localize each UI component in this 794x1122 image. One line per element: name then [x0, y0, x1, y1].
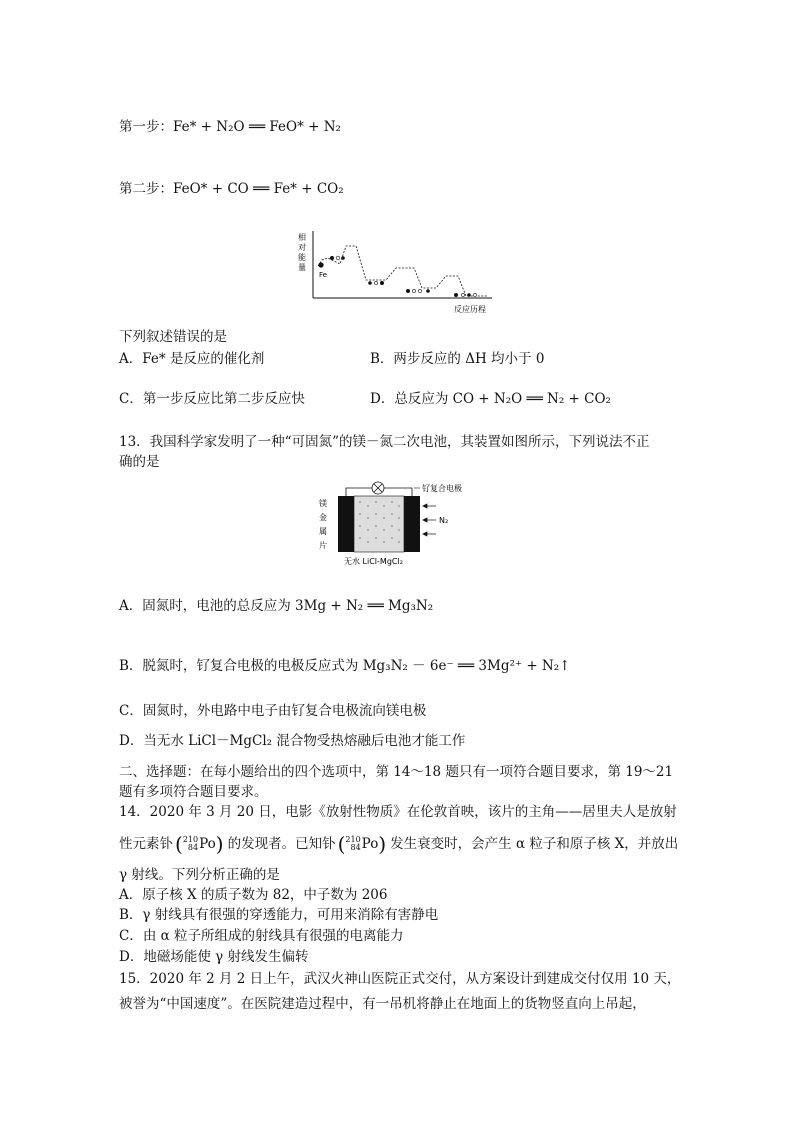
- q14-line2: [119, 832, 679, 856]
- step2-line: [119, 180, 344, 198]
- q15-line1: 15．2020 年 2 月 2 日上午，武汉火神山医院正式交付，从方案设计到建成交付仅用 10 天，: [119, 971, 681, 987]
- energy-start-label: Fe: [319, 271, 327, 279]
- electrolyte-label: 无水 LiCl-MgCl₂: [344, 557, 403, 566]
- polonium-nuclide-2: (210 84Po): [337, 832, 387, 856]
- energy-ylabel-3: 能: [298, 253, 306, 262]
- q14-option-b: B．γ 射线具有很强的穿透能力，可用来消除有害静电: [119, 907, 439, 923]
- q13-option-d: D．当无水 LiCl－MgCl₂ 混合物受热熔融后电池才能工作: [119, 733, 466, 749]
- q14-option-a: A．原子核 X 的质子数为 82，中子数为 206: [119, 887, 388, 903]
- external-wire-right: [384, 488, 412, 496]
- q12-stem: 下列叙述错误的是: [119, 329, 227, 345]
- section2-line2: 题有多项符合题目要求。: [119, 784, 268, 800]
- q12-option-d: D．总反应为 CO + N₂O ══ N₂ + CO₂: [370, 391, 611, 407]
- q14-line1: 14．2020 年 3 月 20 日，电影《放射性物质》在伦敦首映，该片的主角——居里夫人是放射: [119, 804, 677, 820]
- battery-left-label-2: 金: [319, 513, 327, 522]
- energy-profile-curve: [318, 246, 488, 296]
- step2-label: 第二步：: [119, 181, 173, 197]
- q14-option-d: D．地磁场能使 γ 射线发生偏转: [119, 949, 309, 965]
- q13-option-b: B．脱氮时，钌复合电极的电极反应式为 Mg₃N₂ － 6e⁻ ══ 3Mg²⁺ + N₂↑: [119, 658, 571, 674]
- n2-label: N₂: [439, 516, 449, 525]
- step1-line: [119, 118, 341, 136]
- electrolyte-chamber: [354, 496, 404, 552]
- q13-stem-line1: 13．我国科学家发明了一种“可固氮”的镁－氮二次电池，其装置如图所示，下列说法不正: [119, 434, 650, 450]
- n2-flow-arrows: [423, 504, 436, 536]
- battery-left-label-3: 属: [319, 527, 327, 536]
- q14-line2-part-c: 发生衰变时，会产生 α 粒子和原子核 X，并放出: [390, 836, 679, 852]
- q12-option-b: B．两步反应的 ΔH 均小于 0: [370, 351, 545, 367]
- nuclide-symbol-2: Po: [361, 836, 379, 852]
- energy-xlabel: 反应历程: [454, 305, 486, 314]
- battery-diagram: [316, 476, 486, 572]
- q15-line2: 被誉为“中国速度”。在医院建造过程中，有一吊机将静止在地面上的货物竖直向上吊起，: [119, 996, 646, 1012]
- step1-label: 第一步：: [119, 119, 173, 135]
- nuclide-mass-1: 210: [182, 835, 199, 844]
- nuclide-mass-2: 210: [345, 835, 361, 844]
- nuclide-atomic-2: 84: [350, 843, 361, 852]
- q12-option-c: C．第一步反应比第二步反应快: [119, 391, 305, 407]
- battery-left-label-1: 镁: [319, 499, 327, 508]
- q12-option-a: A．Fe* 是反应的催化剂: [119, 351, 265, 367]
- energy-ylabel-2: 对: [298, 243, 306, 252]
- section2-line1: 二、选择题：在每小题给出的四个选项中，第 14～18 题只有一项符合题目要求，第 19～21: [119, 764, 674, 780]
- battery-left-label-4: 片: [319, 541, 327, 550]
- step1-formula: Fe* + N₂O ══ FeO* + N₂: [173, 119, 341, 135]
- q13-stem-line2: 确的是: [119, 454, 160, 470]
- fe-atom-dot: [318, 262, 323, 267]
- energy-ylabel-4: 量: [298, 263, 306, 272]
- q14-option-c: C．由 α 粒子所组成的射线具有很强的电离能力: [119, 928, 404, 944]
- q13-option-a: A．固氮时，电池的总反应为 3Mg + N₂ ══ Mg₃N₂: [119, 598, 434, 614]
- step2-formula: FeO* + CO ══ Fe* + CO₂: [173, 181, 344, 197]
- ruthenium-electrode: [404, 496, 420, 552]
- nuclide-symbol-1: Po: [199, 836, 216, 852]
- electrode-label: 钌复合电极: [422, 484, 462, 493]
- polonium-nuclide-1: (210 84Po): [175, 832, 224, 856]
- q14-line3: γ 射线。下列分析正确的是: [119, 867, 280, 883]
- magnesium-electrode: [338, 496, 354, 552]
- q14-line2-part-a: 性元素钋: [119, 836, 173, 852]
- energy-ylabel-1: 相: [298, 233, 306, 242]
- nuclide-atomic-1: 84: [187, 843, 199, 852]
- external-wire-left: [346, 488, 372, 496]
- q13-option-c: C．固氮时，外电路中电子由钌复合电极流向镁电极: [119, 703, 427, 719]
- energy-diagram: [296, 228, 498, 318]
- q14-line2-part-b: 的发现者。已知钋: [227, 836, 336, 852]
